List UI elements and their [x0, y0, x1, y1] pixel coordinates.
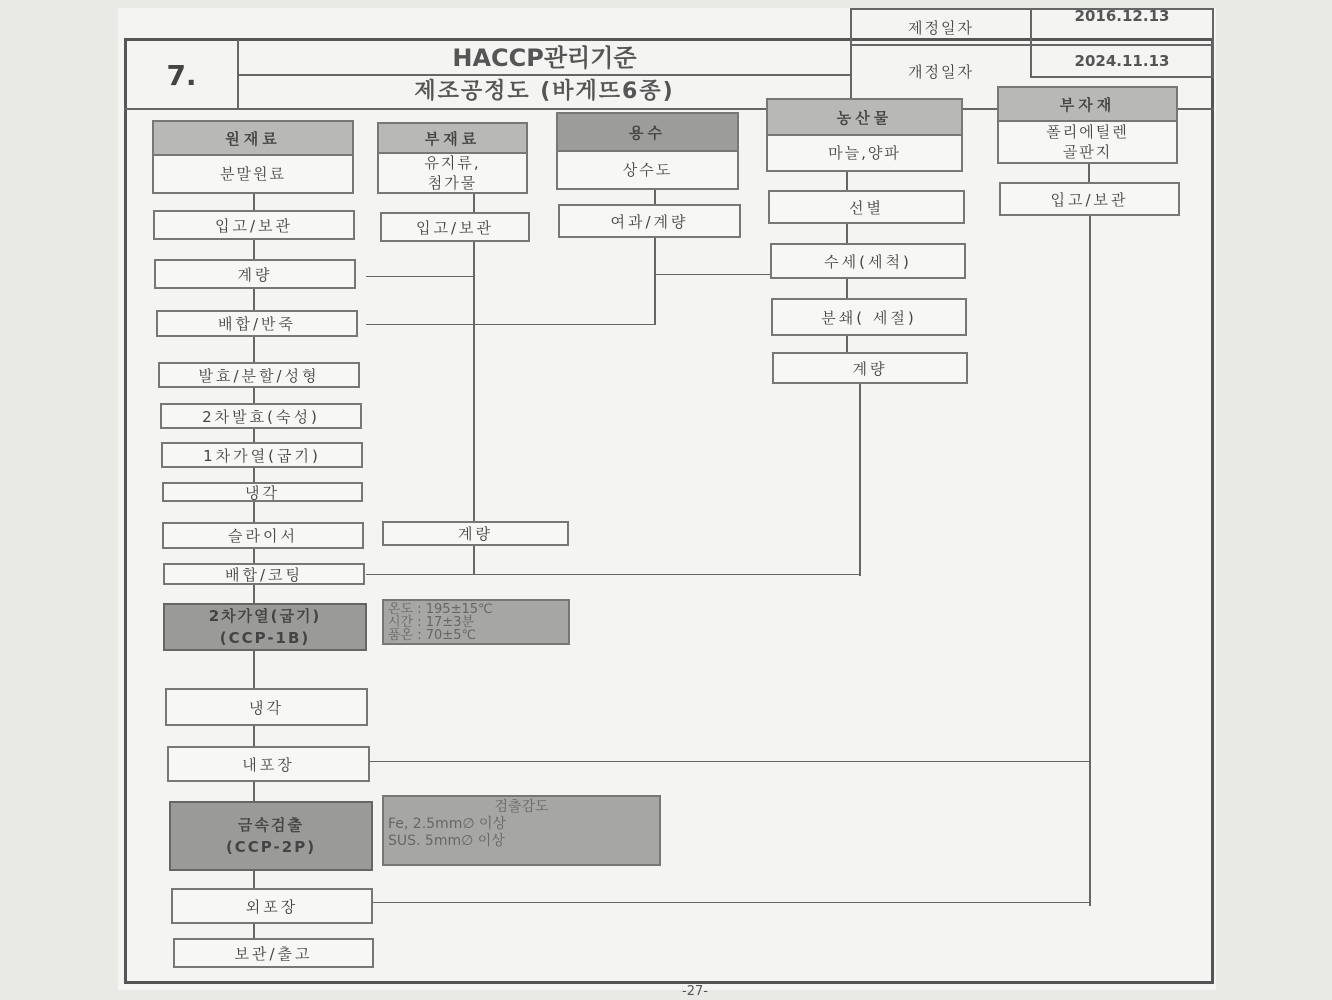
- inner-pack-step: 내포장: [167, 746, 370, 782]
- ccp-bake-name: 2차가열(굽기): [208, 607, 322, 625]
- sub-material-item-oils: 유지류,: [424, 154, 481, 172]
- second-ferment-step: 2차발효(숙성): [160, 403, 362, 429]
- raw-material-header: 원재료: [152, 120, 354, 156]
- agri-items: [766, 136, 963, 172]
- agri-sort-step: 선별: [768, 190, 965, 224]
- sub-measure-step: 계량: [382, 521, 569, 546]
- ccp-bake-code: (CCP-1B): [219, 629, 311, 647]
- page-number: -27-: [682, 983, 708, 999]
- revise-date-label: 개정일자: [908, 62, 974, 81]
- bake-limit-core-temp: 품온 : 70±5℃: [388, 628, 477, 643]
- raw-material-item: 분말원료: [220, 165, 286, 183]
- raw-material-items: [152, 156, 354, 194]
- agri-chop-step: 분쇄( 세절): [771, 298, 967, 336]
- packaging-flow-line: [1089, 216, 1091, 906]
- ccp-bake-box: [163, 603, 367, 651]
- agri-measure-step: 계량: [772, 352, 968, 384]
- cool-step-2: 냉각: [165, 688, 368, 726]
- mix-knead-step: 배합/반죽: [156, 310, 358, 337]
- revise-date: 2024.11.13: [1074, 52, 1170, 70]
- ferment-divide-shape-step: 발효/분할/성형: [158, 362, 360, 388]
- store-ship-step: 보관/출고: [173, 938, 374, 968]
- measure-step: 계량: [154, 259, 356, 289]
- metal-limits-title: 검출감도: [494, 799, 549, 815]
- outer-pack-step: 외포장: [171, 888, 373, 924]
- doc-title: HACCP관리기준: [452, 43, 637, 72]
- packaging-store-step: 입고/보관: [999, 182, 1180, 216]
- slicer-step: 슬라이서: [162, 522, 364, 549]
- sub-flow-line: [473, 192, 475, 575]
- sub-material-items: [377, 154, 528, 194]
- agri-header: 농산물: [766, 98, 963, 136]
- cool-step-1: 냉각: [162, 482, 363, 502]
- water-items: [556, 152, 739, 190]
- packaging-items: [997, 122, 1178, 164]
- water-header: 용수: [556, 112, 739, 152]
- metal-limit-fe: Fe, 2.5mm∅ 이상: [388, 816, 507, 832]
- ccp-metal-limits: [382, 795, 661, 866]
- doc-subtitle: 제조공정도 (바게뜨6종): [414, 78, 675, 104]
- sub-material-item-additives: 첨가물: [427, 174, 478, 192]
- raw-store-step: 입고/보관: [153, 210, 355, 240]
- water-filter-step: 여과/계량: [558, 204, 741, 238]
- bake-limit-temperature: 온도 : 195±15℃: [388, 602, 493, 617]
- ccp-metal-box: [169, 801, 373, 871]
- packaging-item-corrugated: 골판지: [1062, 143, 1113, 161]
- packaging-item-polyethylene: 폴리에틸렌: [1046, 123, 1129, 141]
- enact-date-label: 제정일자: [908, 18, 974, 37]
- ccp-metal-name: 금속검출: [238, 816, 304, 834]
- first-bake-step: 1차가열(굽기): [161, 442, 363, 468]
- section-number: 7.: [166, 58, 197, 92]
- sub-store-step: 입고/보관: [380, 212, 530, 242]
- water-item: 상수도: [622, 161, 673, 179]
- bake-limit-time: 시간 : 17±3분: [388, 615, 475, 630]
- agri-wash-step: 수세(세척): [770, 243, 966, 279]
- agri-item: 마늘,양파: [828, 144, 901, 162]
- metal-limit-sus: SUS. 5mm∅ 이상: [388, 833, 505, 849]
- ccp-metal-code: (CCP-2P): [225, 838, 317, 856]
- sub-material-header: 부재료: [377, 122, 528, 154]
- ccp-bake-limits: [382, 599, 570, 645]
- enact-date: 2016.12.13: [1074, 7, 1170, 25]
- mix-coat-step: 배합/코팅: [163, 563, 365, 585]
- packaging-header: 부자재: [997, 86, 1178, 122]
